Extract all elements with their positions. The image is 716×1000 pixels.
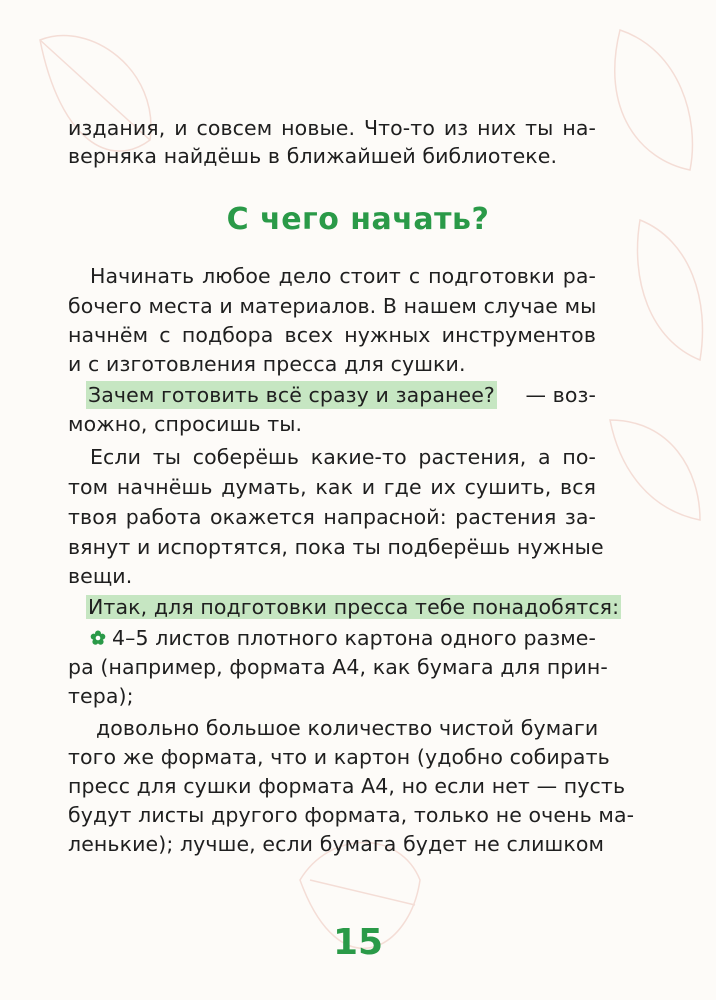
text-line: Если ты соберёшь какие-то растения, а по- bbox=[90, 445, 596, 469]
text-line: тера); bbox=[68, 684, 134, 708]
text-line: бочего места и материалов. В нашем случае мы bbox=[68, 294, 597, 318]
section-heading: С чего начать? bbox=[226, 202, 490, 237]
highlighted-list-intro: Итак, для подготовки пресса тебе понадобятся: bbox=[88, 595, 620, 619]
text-line: того же формата, что и картон (удобно собирать bbox=[68, 745, 610, 769]
text-line: вянут и испортятся, пока ты подберёшь нужные bbox=[68, 535, 604, 559]
text-line: Начинать любое дело стоит с подготовки ра- bbox=[90, 264, 596, 288]
text-line: ленькие); лучше, если бумага будет не слишком bbox=[68, 832, 605, 856]
text-line: можно, спросишь ты. bbox=[68, 412, 303, 436]
text-line: ра (например, формата А4, как бумага для прин- bbox=[68, 655, 608, 679]
list-item bbox=[90, 714, 599, 742]
text-line: том начнёшь думать, как и где их сушить, вся bbox=[68, 475, 596, 499]
text-fragment: — воз- bbox=[525, 383, 596, 407]
text-line: пресс для сушки формата А4, но если нет — пусть bbox=[68, 774, 626, 798]
text-line: и с изготовления пресса для сушки. bbox=[68, 352, 466, 376]
text-line: начнём с подбора всех нужных инструментов bbox=[68, 323, 596, 347]
page-number: 15 bbox=[332, 922, 384, 963]
list-item bbox=[90, 624, 596, 652]
flower-bullet-icon bbox=[90, 630, 106, 646]
list-intro-line bbox=[86, 593, 621, 621]
text-line: будут листы другого формата, только не очень ма- bbox=[68, 803, 635, 827]
list-item-text: довольно большое количество чистой бумаги bbox=[96, 716, 599, 740]
text-line: верняка найдёшь в ближайшей библиотеке. bbox=[68, 144, 558, 168]
highlighted-question: Зачем готовить всё сразу и заранее? bbox=[88, 383, 495, 407]
text-line: издания, и совсем новые. Что-то из них ты на- bbox=[68, 116, 596, 140]
text-line: вещи. bbox=[68, 564, 133, 588]
list-item-text: 4–5 листов плотного картона одного разме- bbox=[112, 626, 596, 650]
text-line: твоя работа окажется напрасной: растения за- bbox=[68, 505, 596, 529]
question-line bbox=[86, 381, 596, 409]
